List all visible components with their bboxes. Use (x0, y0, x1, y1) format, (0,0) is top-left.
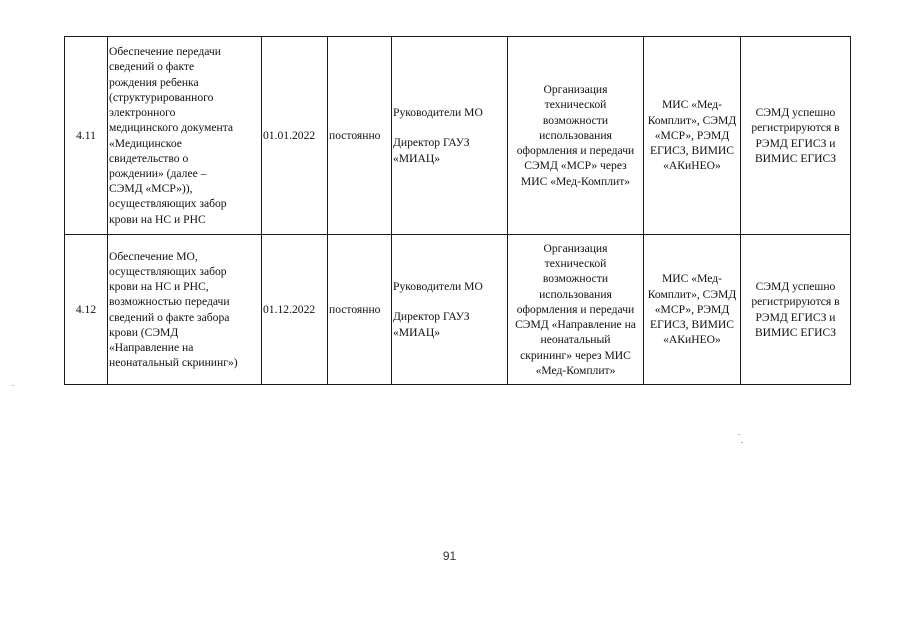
task-line: крови на НС и РНС (109, 212, 206, 226)
term-cell (328, 235, 392, 385)
task-description-cell (108, 37, 262, 235)
indicator-line: регистрируются в (751, 295, 840, 309)
task-line: свидетельство о (109, 151, 189, 165)
row-number-cell (65, 37, 108, 235)
information-system-cell (644, 37, 741, 235)
row-number-cell (65, 235, 108, 385)
result-line: СЭМД «МСР» через (524, 159, 627, 173)
expected-result-cell (508, 235, 644, 385)
responsible-line: «МИАЦ» (393, 325, 441, 339)
scan-speck (741, 442, 743, 443)
result-line: технической (544, 98, 607, 112)
task-line: крови (СЭМД (109, 325, 179, 339)
result-line: технической (544, 257, 607, 271)
system-line: МИС «Мед- (661, 98, 723, 112)
system-line: «АКиНЕО» (663, 159, 721, 173)
result-line: оформления и передачи (516, 302, 635, 316)
indicator-line: ВИМИС ЕГИСЗ (754, 325, 837, 339)
result-line: неонатальный (540, 333, 611, 347)
task-line: рождения ребенка (109, 75, 199, 89)
scan-speck (738, 434, 740, 435)
start-date: 01.12.2022 (263, 302, 316, 316)
task-description-cell (108, 235, 262, 385)
system-line: ЕГИСЗ, ВИМИС (649, 144, 734, 158)
result-line: использования (539, 128, 612, 142)
responsible-cell (392, 37, 508, 235)
responsible-line: Руководители МО (393, 280, 483, 294)
task-line: осуществляющих забор (109, 197, 227, 211)
indicator-cell (741, 235, 851, 385)
start-date: 01.01.2022 (263, 128, 316, 142)
task-line: осуществляющих забор (109, 264, 227, 278)
responsible-line: Директор ГАУЗ (393, 136, 470, 150)
indicator-line: СЭМД успешно (755, 280, 836, 294)
page-number: 91 (442, 549, 457, 563)
system-line: «МСР», РЭМД (654, 302, 730, 316)
result-line: возможности (542, 272, 609, 286)
system-line: МИС «Мед- (661, 272, 723, 286)
result-line: СЭМД «Направление на (515, 318, 636, 332)
indicator-cell (741, 37, 851, 235)
task-line: «Медицинское (109, 136, 182, 150)
task-line: Обеспечение МО, (109, 249, 198, 263)
start-date-cell (262, 37, 328, 235)
information-system-cell (644, 235, 741, 385)
table-row (65, 235, 851, 385)
system-line: «АКиНЕО» (663, 333, 721, 347)
start-date-cell (262, 235, 328, 385)
term-cell (328, 37, 392, 235)
plan-table (64, 36, 851, 385)
table-row (65, 37, 851, 235)
system-line: Комплит», СЭМД (647, 113, 737, 127)
indicator-line: РЭМД ЕГИСЗ и (755, 136, 836, 150)
task-line: Обеспечение передачи (109, 45, 221, 59)
task-line: возможностью передачи (109, 295, 230, 309)
task-line: медицинского документа (109, 121, 234, 135)
row-number: 4.11 (76, 128, 96, 142)
task-line: СЭМД «МСР»)), (109, 182, 193, 196)
term: постоянно (329, 302, 381, 316)
indicator-line: РЭМД ЕГИСЗ и (755, 310, 836, 324)
result-line: Организация (543, 83, 608, 97)
responsible-line: Директор ГАУЗ (393, 310, 470, 324)
responsible-line: «МИАЦ» (393, 151, 441, 165)
indicator-line: ВИМИС ЕГИСЗ (754, 151, 837, 165)
responsible-cell (392, 235, 508, 385)
term: постоянно (329, 128, 381, 142)
task-line: сведений о факте (109, 60, 195, 74)
system-line: Комплит», СЭМД (647, 287, 737, 301)
indicator-line: СЭМД успешно (755, 106, 836, 120)
system-line: «МСР», РЭМД (654, 128, 730, 142)
task-line: (структурированного (109, 90, 214, 104)
task-line: «Направление на (109, 340, 194, 354)
row-number: 4.12 (75, 302, 97, 316)
task-line: неонатальный скрининг») (109, 356, 238, 370)
task-line: крови на НС и РНС, (109, 280, 209, 294)
scan-speck (12, 385, 14, 386)
indicator-line: регистрируются в (751, 121, 840, 135)
responsible-line: Руководители МО (393, 106, 483, 120)
system-line: ЕГИСЗ, ВИМИС (649, 318, 734, 332)
task-line: рождении» (далее – (109, 166, 207, 180)
result-line: оформления и передачи (516, 144, 635, 158)
task-line: сведений о факте забора (109, 310, 230, 324)
task-line: электронного (109, 106, 176, 120)
result-line: «Мед-Комплит» (535, 363, 616, 377)
result-line: возможности (542, 113, 609, 127)
result-line: использования (539, 287, 612, 301)
result-line: Организация (543, 242, 608, 256)
result-line: МИС «Мед-Комплит» (520, 174, 631, 188)
expected-result-cell (508, 37, 644, 235)
result-line: скрининг» через МИС (520, 348, 631, 362)
